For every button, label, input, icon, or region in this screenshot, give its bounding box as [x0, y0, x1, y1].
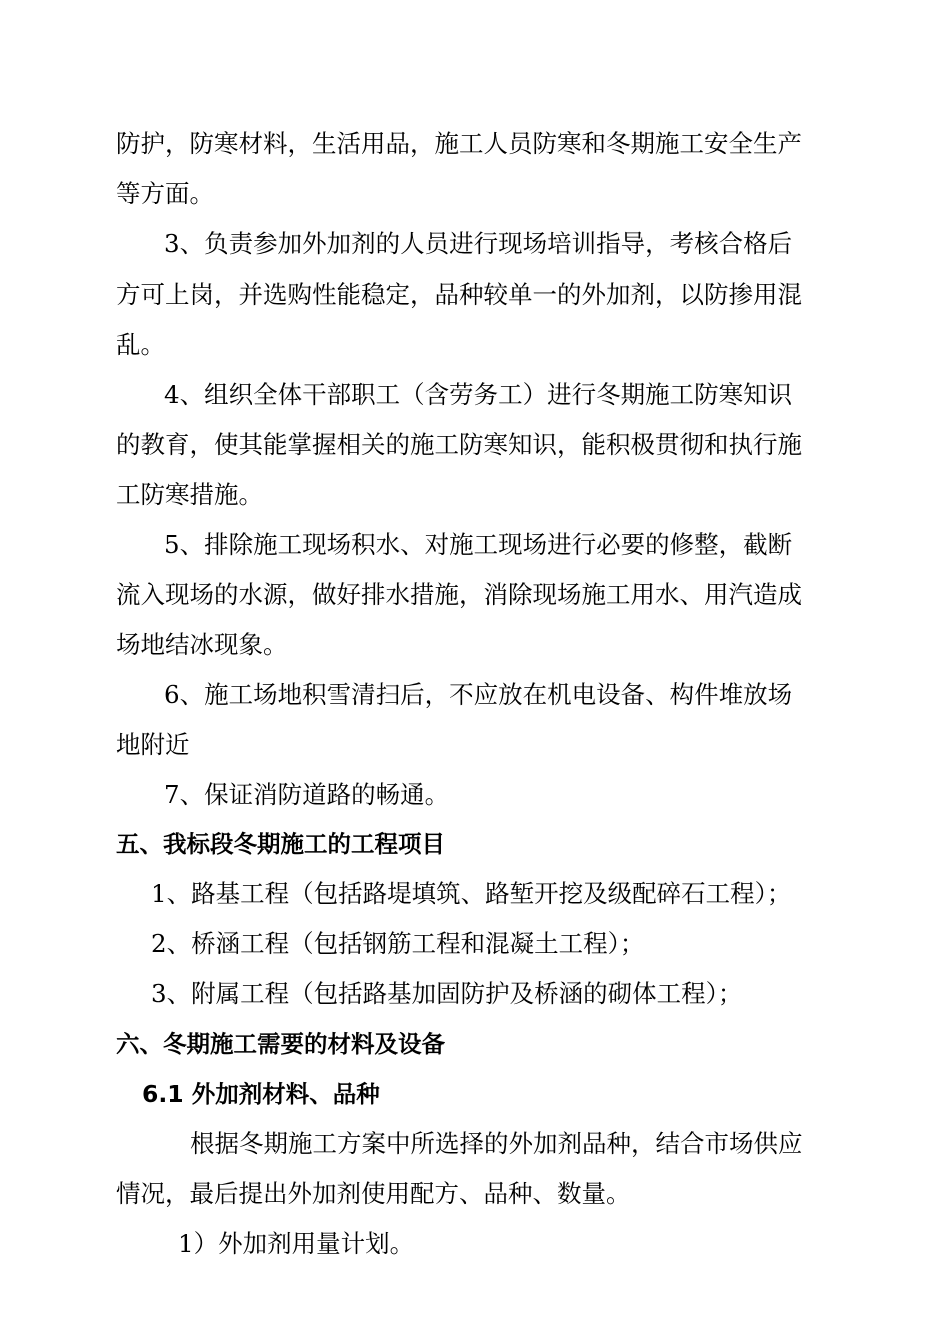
list-item: 1）外加剂用量计划。 [178, 1229, 415, 1258]
paragraph-line: 5、排除施工现场积水、对施工现场进行必要的修整，截断 [164, 530, 793, 559]
paragraph-line: 的教育，使其能掌握相关的施工防寒知识，能积极贯彻和执行施 [116, 430, 802, 459]
paragraph-line: 7、保证消防道路的畅通。 [164, 780, 450, 809]
section-heading: 六、冬期施工需要的材料及设备 [116, 1030, 445, 1058]
paragraph-line: 4、组织全体干部职工（含劳务工）进行冬期施工防寒知识 [164, 380, 793, 409]
paragraph-line: 根据冬期施工方案中所选择的外加剂品种，结合市场供应 [190, 1129, 803, 1158]
paragraph-line: 乱。 [116, 330, 165, 359]
paragraph-line: 地附近 [116, 730, 190, 759]
paragraph-line: 等方面。 [116, 179, 214, 208]
paragraph-line: 情况，最后提出外加剂使用配方、品种、数量。 [116, 1179, 631, 1208]
list-item: 1、路基工程（包括路堤填筑、路堑开挖及级配碎石工程）； [151, 879, 792, 908]
paragraph-line: 工防寒措施。 [116, 480, 263, 509]
paragraph-line: 6、施工场地积雪清扫后，不应放在机电设备、构件堆放场 [164, 680, 793, 709]
list-item: 3、附属工程（包括路基加固防护及桥涵的砌体工程）； [151, 979, 743, 1008]
paragraph-line: 防护，防寒材料，生活用品，施工人员防寒和冬期施工安全生产 [116, 129, 802, 158]
subsection-heading: 6.1 外加剂材料、品种 [142, 1080, 380, 1108]
list-item: 2、桥涵工程（包括钢筋工程和混凝土工程）； [151, 929, 645, 958]
paragraph-line: 流入现场的水源，做好排水措施，消除现场施工用水、用汽造成 [116, 580, 802, 609]
paragraph-line: 3、负责参加外加剂的人员进行现场培训指导，考核合格后 [164, 229, 793, 258]
paragraph-line: 方可上岗，并选购性能稳定，品种较单一的外加剂，以防掺用混 [116, 280, 802, 309]
section-heading: 五、我标段冬期施工的工程项目 [116, 830, 445, 858]
paragraph-line: 场地结冰现象。 [116, 630, 288, 659]
